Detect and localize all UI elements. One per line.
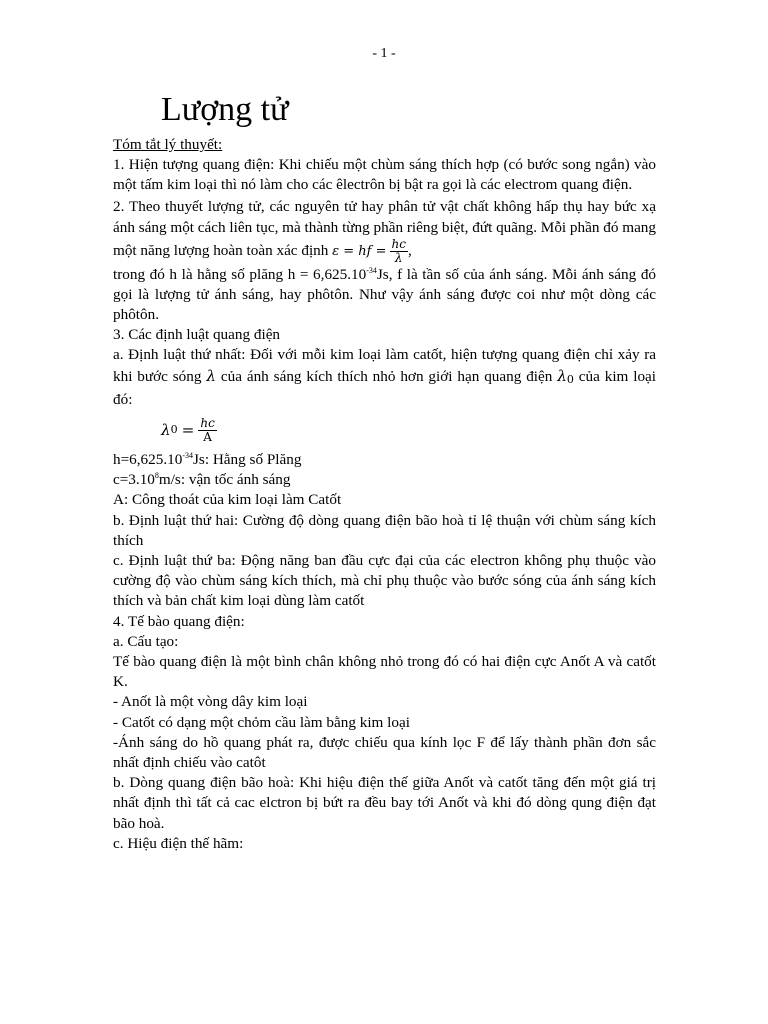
second-law: b. Định luật thứ hai: Cường độ dòng quang điện bão hoà tỉ lệ thuận với chùm sáng kích thích bbox=[113, 511, 656, 549]
speed-of-light: $c=3.10^8m/s$: vận tốc ánh sáng bbox=[113, 471, 291, 489]
theory-heading: Tóm tắt lý thuyết: bbox=[113, 136, 223, 153]
paragraph-planck: trong đó h là hằng số plăng $h = 6,625.10^{-34}Js$, f là tần số của ánh sáng. Mỗi ánh sáng đó gọi là lượng tử ánh sáng, hay phôtôn. Như vậy ánh sáng được coi như một dòng các phôtôn. bbox=[113, 265, 657, 324]
work-function: A: Công thoát của kim loại làm Catốt bbox=[113, 491, 342, 509]
section-laws: 3. Các định luật quang điện bbox=[113, 326, 281, 344]
stopping-voltage: c. Hiệu điện thế hãm: bbox=[113, 834, 244, 852]
page-number: - 1 - bbox=[372, 46, 396, 61]
first-law: a. Định luật thứ nhất: Đối với mỗi kim loại làm catốt, hiện tượng quang điện chỉ xảy ra khi bước sóng λ của ánh sáng kích thích nhỏ hơn giới hạn quang điện λ0 của kim loại đó: bbox=[113, 346, 657, 408]
structure-heading: a. Cấu tạo: bbox=[113, 632, 179, 650]
saturation-current: b. Dòng quang điện bão hoà: Khi hiệu điện thế giữa Anốt và catốt tăng đến một giá trị nhất định thì tất cả cac elctron bị bứt ra đều bay tới Anốt và khi đó dòng qung điện đạt bão hoà. bbox=[113, 774, 656, 832]
page-title: Lượng tử bbox=[161, 91, 289, 128]
planck-constant: $h=6,625.10^{-34}Js$: Hằng số Plăng bbox=[113, 451, 302, 469]
structure-item-anode: - Anốt là một vòng dây kim loại bbox=[113, 693, 308, 711]
paragraph-photoelectric: 1. Hiện tượng quang điện: Khi chiếu một chùm sáng thích hợp (có bước song ngắn) vào một tấm kim loại thì nó làm cho các êlectrôn bị bật ra gọi là các electrom quang điện. bbox=[113, 156, 656, 194]
document-body bbox=[113, 135, 656, 854]
section-photocell: 4. Tế bào quang điện: bbox=[113, 612, 245, 630]
third-law: c. Định luật thứ ba: Động năng ban đầu cực đại của các electron không phụ thuộc vào cường độ vào chùm sáng kích thích, mà chỉ phụ thuộc vào bước sóng của ánh sáng kích thích và bản chất kim loại dùng làm catốt bbox=[113, 552, 656, 610]
energy-formula: ε = hf = $\frac{hc}{\lambda}$ bbox=[332, 236, 406, 265]
structure-item-light: -Ánh sáng do hồ quang phát ra, được chiếu qua kính lọc F để lấy thành phần đơn sắc nhất định chiếu vào catôt bbox=[113, 733, 656, 772]
threshold-formula: λ 0 = $\frac{hc}{A}$ bbox=[161, 415, 215, 444]
paragraph-quantum-theory: 2. Theo thuyết lượng tử, các nguyên tử hay phân tử vật chất không hấp thụ hay bức xạ ánh sáng một cách liên tục, mà thành từng phần riêng biệt, đứt quãng. Mỗi phần đó mang một năng lượng hoàn toàn xác định ε = hf = $\frac{hc}{\lambda}$ , bbox=[113, 197, 656, 265]
structure-item-cathode: - Catốt có dạng một chỏm cầu làm bằng kim loại bbox=[113, 713, 410, 731]
structure-text: Tế bào quang điện là một bình chân không nhỏ trong đó có hai điện cực Anốt A và catốt K. bbox=[113, 653, 656, 691]
